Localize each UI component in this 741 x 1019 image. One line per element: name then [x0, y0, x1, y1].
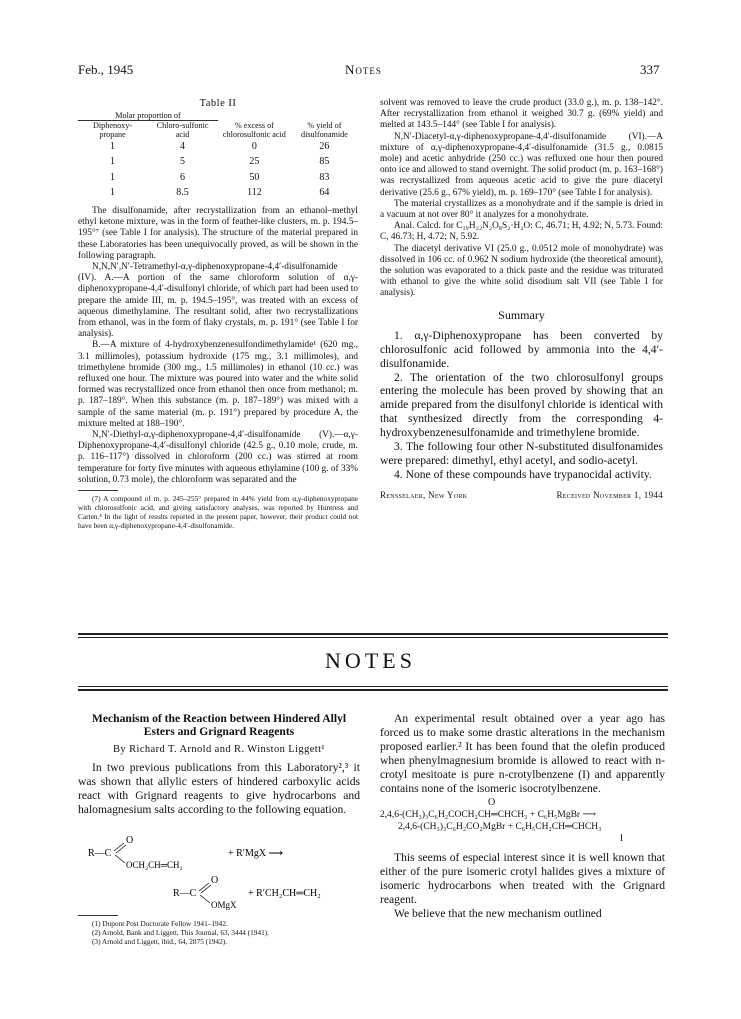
- paragraph: solvent was removed to leave the crude product (33.0 g.), m. p. 138–142°. After recrystallization from ethanol it weighed 30.7 g. (69% yield) and melted at 143.5–144° (see Table I for analysis).: [380, 98, 663, 131]
- table-col-header: % yield of disulfonamide: [300, 121, 348, 140]
- rule-bottom: [78, 689, 668, 691]
- byline: By Richard T. Arnold and R. Winston Liggett¹: [113, 744, 325, 755]
- eq2-double-bond: [201, 885, 211, 893]
- eq2-double-bond: [199, 883, 209, 891]
- footnote: (3) Arnold and Liggett, ibid., 64, 2875 (1942).: [92, 936, 227, 946]
- eq1-ester: OCH₂CH═CH₂: [126, 859, 183, 870]
- rule-bottom-thin: [78, 686, 668, 687]
- crotyl-equation: [380, 797, 665, 845]
- table-cell: 50: [249, 171, 260, 183]
- footnote: (1) Dupont Post Doctorate Fellow 1941–1942.: [92, 918, 228, 928]
- table-row: [78, 154, 358, 169]
- rule-top-thin: [78, 637, 668, 638]
- eq1-oxygen: O: [126, 834, 134, 846]
- table-cell: 0: [251, 141, 257, 153]
- received-date: Received November 1, 1944: [556, 489, 663, 500]
- summary-heading: Summary: [498, 307, 545, 322]
- summary-item: 2. The orientation of the two chlorosulfonyl groups entering the molecule has been proved by showing that an amide prepared from the disulfonyl chloride is identical with that synthesized directly from the corresponding 4-hydroxybenzenesulfonamide and trimethylene bromide.: [380, 370, 663, 440]
- footnote: (2) Arnold, Bank and Liggett, This Journal, 63, 3444 (1941).: [92, 927, 269, 937]
- rule-top: [78, 633, 668, 635]
- table-cell: 83: [319, 171, 330, 183]
- paragraph: The disulfonamide, after recrystallization from an ethanol–methyl ethyl ketone mixture, was in the form of feather-like clusters, m. p. 194.5–195°⁷ (see Table I for analysis). The structure of the material prepared in these Laboratories has been unequivocally proved, as will be shown in the following paragraph.: [78, 206, 358, 261]
- article-paragraph: An experimental result obtained over a year ago has forced us to make some drastic alterations in the mechanism proposed earlier.² It has been found that the olefin produced when phenylmagnesium bromide is allowed to react with n-crotyl mesitoate is pure n-crotylbenzene (I) and apparently contains none of the isomeric isocrotylbenzene.: [380, 712, 665, 795]
- eq2-hydrocarbon: + R′CH₂CH═CH₂: [248, 887, 321, 899]
- table-col-header: Chloro-sulfonic acid: [156, 121, 209, 140]
- summary-item: 3. The following four other N-substituted disulfonamides were prepared: dimethyl, ethyl acetyl, and sodio-acetyl.: [380, 440, 663, 468]
- table-cell: 25: [249, 156, 260, 168]
- table-cell: 1: [110, 141, 116, 153]
- paragraph: N,N′-Diethyl-α,γ-diphenoxypropane-4,4′-disulfonamide (V).—α,γ-Diphenoxypropane-4,4′-disulfonyl chloride (42.5 g., 0.10 mole, crude, m. p. 116–117°) dissolved in chloroform (200 cc.) was stirred at room temperature for forty five minutes with aqueous ethylamine (100 g. of 33% solution, 0.73 mole), the chloroform was separated and the: [78, 430, 358, 485]
- analysis: Anal. Calcd. for C₁₉H₂₂N₂O₈S₂·H₂O: C, 46.71; H, 4.92; N, 5.73. Found: C, 46.73; H, 4.72; N, 5.92.: [380, 221, 663, 243]
- table-caption: Table II: [199, 98, 237, 109]
- eq1-reagent: + R′MgX ⟶: [228, 847, 283, 859]
- summary-item: 4. None of these compounds have trypanocidal activity.: [394, 467, 652, 481]
- table-cell: 4: [180, 141, 186, 153]
- table-col-header: Diphenoxy-propane: [92, 121, 133, 140]
- eq1-single-bond: [115, 855, 125, 863]
- paragraph: N,N,N′,N′-Tetramethyl-α,γ-diphenoxypropane-4,4′-disulfonamide (IV). A.—A portion of the same chloroform solution of α,γ-diphenoxypropane-4,4′-disulfonyl chloride, of which part had been used to prepare the amide III, m. p. 194.5–195°, was treated with an excess of aqueous dimethylamine. The resultant solid, after two recrystallizations from ethanol, was in the form of flaky crystals, m. p. 191° (see Table I for analysis).: [78, 262, 358, 340]
- eq2-product: R—C: [173, 887, 197, 899]
- table-cell: 8.5: [176, 186, 189, 198]
- notes-heading: NOTES: [325, 648, 416, 673]
- page-number: 337: [640, 62, 660, 77]
- eq2-oxygen: O: [211, 874, 219, 886]
- table-cell: 64: [319, 186, 330, 198]
- article-left: [78, 712, 360, 946]
- table-row: [78, 185, 358, 200]
- table-group-header: Molar proportion of: [78, 111, 218, 121]
- article-title: Mechanism of the Reaction between Hindered Allyl Esters and Grignard Reagents: [91, 712, 347, 738]
- eq1-reactant: R—C: [88, 847, 112, 859]
- left-column: [78, 98, 358, 530]
- eq3-products: 2,4,6-(CH₃)₃C₆H₂CO₂MgBr + C₆H₅CH₂CH═CHCH₃: [398, 822, 602, 833]
- paragraph: The diacetyl derivative VI (25.0 g., 0.0512 mole of monohydrate) was dissolved in 106 cc. of 0.962 N sodium hydroxide (the theoretical amount), the solution was evaporated to a thick paste and the residue was triturated with ethanol to give the white solid disodium salt VII (see Table I for analysis).: [380, 243, 663, 299]
- paragraph: The material crystallizes as a monohydrate and if the sample is dried in a vacuum at not over 80° it analyzes for a monohydrate.: [380, 198, 663, 221]
- eq2-salt: OMgX: [211, 899, 237, 910]
- article-paragraph: In two previous publications from this Laboratory²,³ it was shown that allylic esters of hindered carboxylic acids react with Grignard reagents to give hydrocarbons and halomagnesium salts according to the following equation.: [78, 761, 360, 816]
- right-column: [380, 98, 663, 501]
- article-right: [380, 712, 665, 921]
- eq3-oxygen: O: [488, 797, 496, 809]
- paragraph: B.—A mixture of 4-hydroxybenzenesulfondimethylamide¹ (620 mg., 3.1 millimoles), potassium hydroxide (175 mg., 3.1 millimoles), and trimethylene bromide (300 mg., 1.5 millimoles) in ethanol (10 cc.) was refluxed one hour. The mixture was poured into water and the white solid formed was recrystallized once from ethanol then once from methanol; m. p. 187–189°. When this substance (m. p. 187–189°) was mixed with a sample of the same material (m. p. 191°) prepared by procedure A, the mixture melted at 188–190°.: [78, 340, 358, 429]
- eq1-double-bond: [116, 845, 126, 853]
- table-cell: 85: [319, 156, 330, 168]
- table-row: [78, 139, 358, 154]
- eq3-label: I: [619, 834, 623, 845]
- affiliation: Rensselaer, New York: [380, 489, 468, 500]
- summary-item: 1. α,γ-Diphenoxypropane has been converted by chlorosulfonic acid followed by ammonia into the 4,4′-disulfonamide.: [380, 328, 663, 370]
- eq3-reactants: 2,4,6-(CH₃)₃C₆H₂COCH₂CH═CHCH₃ + C₆H₅MgBr ⟶: [380, 810, 597, 821]
- footnote: (7) A compound of m. p. 245–255° prepared in 44% yield from α,γ-diphenoxypropane with chlorosulfonic acid, and giving satisfactory analyses, was reported by Huntress and Carten.⁴ In the light of results reported in the present paper, however, their product could not have been α,γ-diphenoxypropane-4,4′-disulfonamide.: [78, 494, 358, 531]
- footnote-rule: [78, 915, 118, 916]
- table-col-header: % excess of chlorosulfonic acid: [222, 121, 286, 140]
- table-ii: [78, 111, 358, 200]
- article-paragraph: This seems of especial interest since it is well known that either of the pure isomeric crotyl halides gives a mixture of isomeric hydrocarbons when treated with the Grignard reagent.: [380, 851, 665, 907]
- eq1-double-bond: [114, 843, 124, 851]
- table-cell: 1: [110, 171, 116, 183]
- reaction-equation: [78, 821, 360, 913]
- footnote-rule: [78, 490, 118, 491]
- eq2-single-bond: [200, 895, 210, 903]
- article-paragraph: We believe that the new mechanism outlined: [394, 907, 602, 921]
- table-cell: 1: [110, 156, 116, 168]
- table-cell: 26: [319, 141, 330, 153]
- paragraph: N,N′-Diacetyl-α,γ-diphenoxypropane-4,4′-disulfonamide (VI).—A mixture of α,γ-diphenoxypropane-4,4′-disulfonamide (31.5 g., 0.0815 mole) and acetic anhydride (250 cc.) was refluxed one hour then poured onto ice and allowed to stand overnight. The solid product (m. p. 163–168°) was recrystallized from aqueous acetic acid to give the pure diacetyl derivative (25.6 g., 67% yield), m. p. 169–170° (see Table I for analysis).: [380, 131, 663, 198]
- table-cell: 1: [110, 186, 116, 198]
- table-row: [78, 170, 358, 185]
- table-cell: 112: [247, 186, 262, 198]
- running-date: Feb., 1945: [78, 62, 134, 77]
- running-section: Notes: [345, 62, 382, 77]
- table-cell: 6: [180, 171, 186, 183]
- table-cell: 5: [180, 156, 186, 168]
